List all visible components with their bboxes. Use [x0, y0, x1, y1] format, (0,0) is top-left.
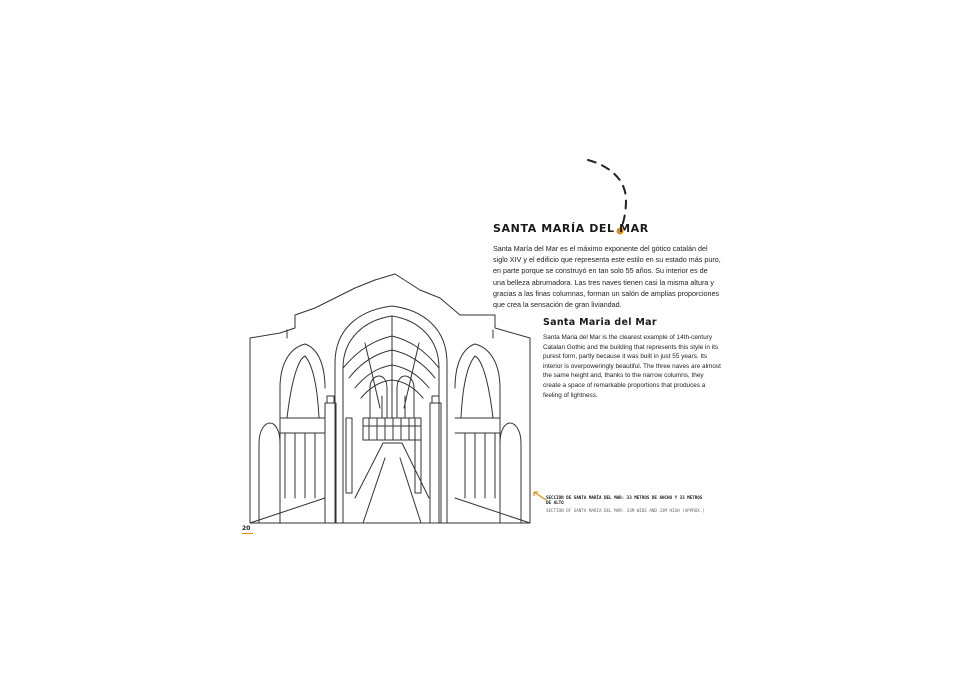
title-english: Santa Maria del Mar [543, 317, 657, 328]
body-text-spanish: Santa María del Mar es el máximo exponente del gótico catalán del siglo XIV y el edificio que representa este estilo en su estado más puro, en parte porque se construyó en tan solo 55 años. Su interior es de una belleza abrumadora. Las tres naves tienen casi la misma altura y gracias a las finas columnas, forman un salón de amplias proporciones que crea la sensación de gran liviandad. [493, 244, 721, 310]
illustration-caption [546, 495, 706, 513]
cathedral-section-illustration [245, 268, 535, 528]
caption-spanish: SECCIÓN DE SANTA MARÍA DEL MAR: 33 METROS DE ANCHO Y 33 METROS DE ALTO [546, 495, 703, 506]
body-text-english: Santa Maria del Mar is the clearest example of 14th-century Catalan Gothic and the building that represents this style in its purest form, partly because it was built in just 55 years. Its interior is overpoweringly beautiful. The three naves are almost the same height and, thanks to the narrow columns, they create a space of remarkable proportions that produces a feeling of lightness. [543, 334, 721, 399]
title-spanish: SANTA MARÍA DEL MAR [493, 222, 649, 235]
page-number: 20 [242, 525, 251, 532]
caption-english: SECTION OF SANTA MARIA DEL MAR: 33M WIDE AND 33M HIGH (APPROX.) [546, 507, 705, 513]
page-number-underline [242, 533, 253, 534]
